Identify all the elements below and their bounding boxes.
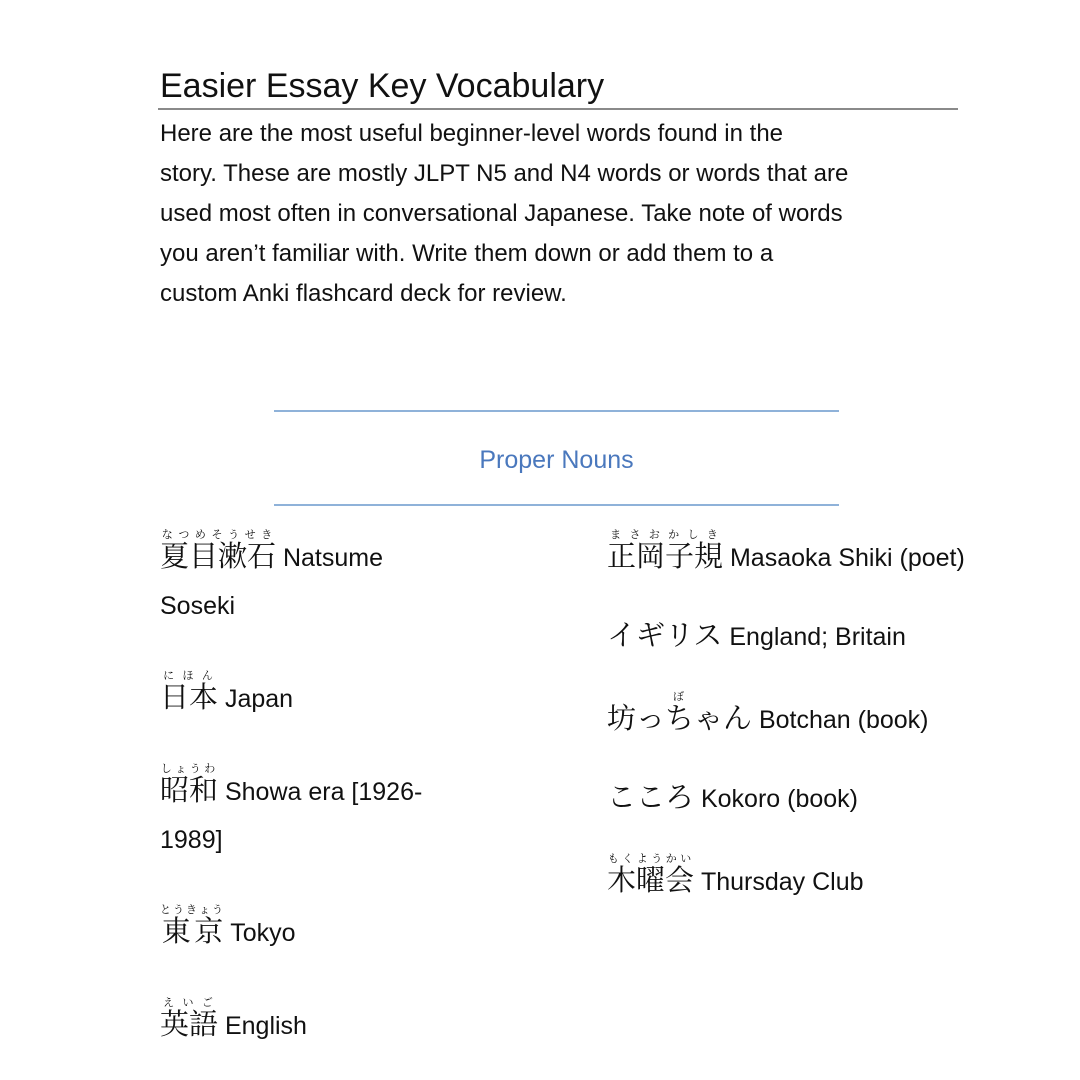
vocab-entry (607, 773, 967, 823)
vocab-entry (607, 852, 967, 906)
page-title: Easier Essay Key Vocabulary (160, 67, 605, 105)
vocab-column-left (160, 528, 460, 1050)
furigana: ぼ (607, 690, 752, 703)
section-divider-bottom (274, 504, 839, 506)
vocab-meaning: Showa era [1926-1989] (160, 778, 423, 854)
vocab-word: 東京とうきょう (160, 903, 225, 948)
vocab-entry (160, 762, 460, 864)
vocab-word: 英語えいご (160, 996, 219, 1041)
vocab-word: 昭和しょうわ (160, 762, 219, 807)
furigana: しょうわ (160, 762, 219, 775)
vocab-word: イギリス (607, 618, 723, 652)
vocab-meaning: England; Britain (729, 623, 906, 651)
vocab-meaning: Japan (224, 685, 294, 713)
vocab-word: こころ (607, 780, 695, 814)
intro-paragraph: Here are the most useful beginner-level words found in the story. These are mostly JLPT N5 and N4 words or words that are used most often in conversational Japanese. Take note of words you aren’t familiar with. Write them down or add them to a custom Anki flashcard deck for review. (160, 120, 849, 307)
vocab-entry (607, 690, 967, 744)
furigana: まさおかしき (607, 528, 723, 541)
vocab-word: 日本にほん (160, 669, 219, 714)
furigana: にほん (160, 669, 218, 682)
vocab-entry (607, 528, 967, 582)
vocab-word: 木曜会もくようかい (607, 852, 695, 897)
vocab-word: 正岡子規まさおかしき (607, 528, 724, 573)
furigana: とうきょう (160, 903, 225, 916)
furigana: もくようかい (607, 852, 695, 865)
furigana: えいご (160, 996, 218, 1009)
title-underline (158, 108, 958, 110)
vocab-word: 坊っちゃんぼ (607, 690, 753, 735)
vocab-meaning: Tokyo (230, 919, 296, 947)
vocab-meaning: Masaoka Shiki (poet) (729, 544, 965, 572)
vocab-entry (160, 669, 460, 723)
vocab-meaning: Botchan (book) (758, 706, 929, 734)
section-divider-top (274, 410, 839, 412)
vocab-word: 夏目漱石なつめそうせき (160, 528, 277, 573)
section-heading: Proper Nouns (479, 446, 634, 474)
vocab-entry (160, 996, 460, 1050)
vocab-entry (160, 528, 460, 630)
vocab-entry (607, 611, 967, 661)
vocab-meaning: Thursday Club (700, 868, 864, 896)
vocab-meaning: English (224, 1012, 307, 1040)
vocab-column-right (607, 528, 967, 906)
furigana: なつめそうせき (160, 528, 277, 541)
vocab-meaning: Natsume Soseki (160, 544, 384, 620)
vocab-meaning: Kokoro (book) (700, 785, 858, 813)
vocab-entry (160, 903, 460, 957)
